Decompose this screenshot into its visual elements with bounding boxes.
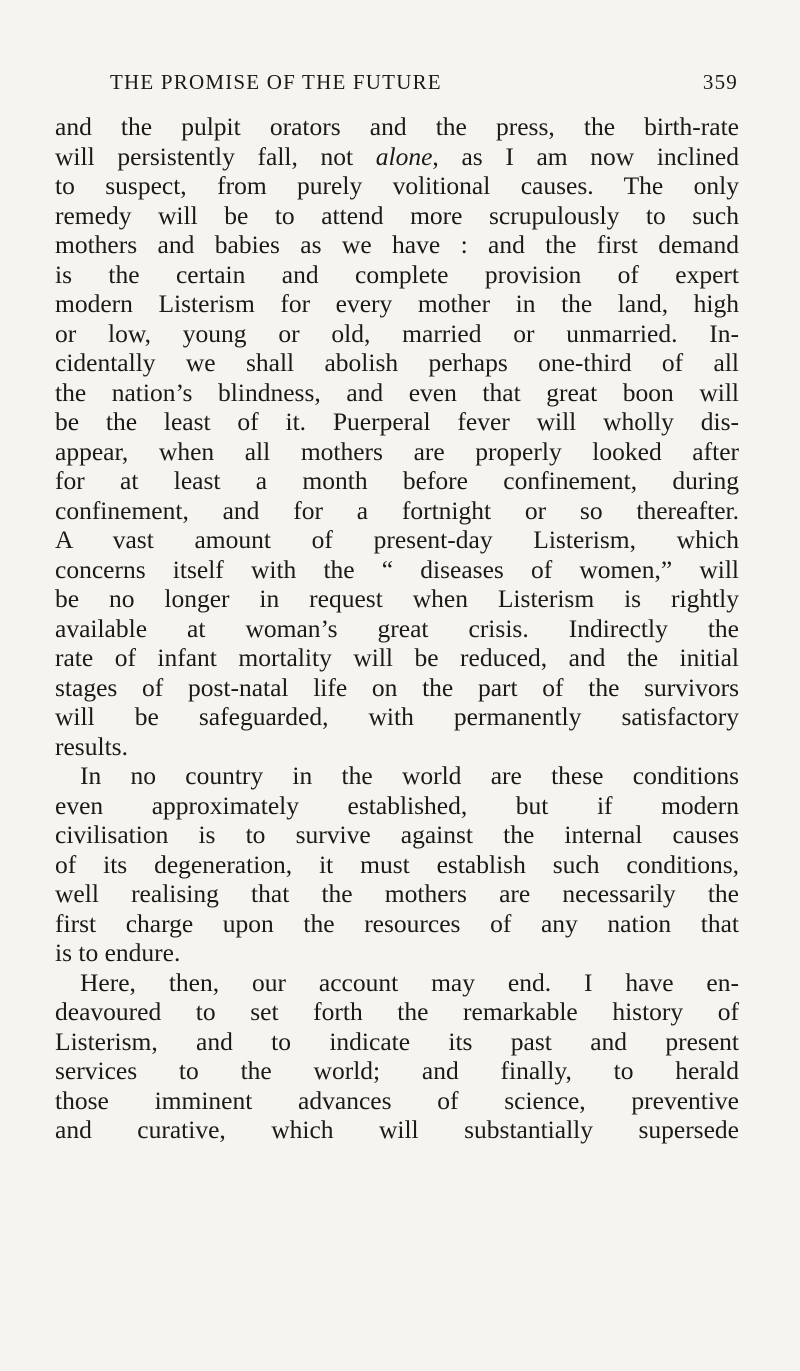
text-line: even approximately established, but if modern <box>55 790 739 820</box>
text-line: civilisation is to survive against the internal causes <box>55 820 739 849</box>
text-line: In no country in the world are these conditions <box>80 761 739 790</box>
text-line: rate of infant mortality will be reduced, and the initial <box>55 643 739 672</box>
running-title: THE PROMISE OF THE FUTURE <box>110 70 442 94</box>
text-line: available at woman’s great crisis. Indirectly the <box>55 613 739 643</box>
text-line: is the certain and complete provision of expert <box>55 259 739 289</box>
text-line: remedy will be to attend more scrupulously to such <box>55 200 739 230</box>
text-line: appear, when all mothers are properly looked after <box>55 436 739 466</box>
text-line: results. <box>55 731 128 761</box>
text-line: will be safeguarded, with permanently satisfactory <box>55 702 739 731</box>
text-line: well realising that the mothers are necessarily the <box>55 879 739 908</box>
text-line: A vast amount of present-day Listerism, which <box>55 525 739 554</box>
text-line: is to endure. <box>55 938 181 967</box>
paragraph-3 <box>55 968 739 1145</box>
text-line: and the pulpit orators and the press, the birth-rate <box>55 112 739 141</box>
text-line: first charge upon the resources of any nation that <box>55 908 739 938</box>
text-line: Here, then, our account may end. I have en- <box>80 967 739 997</box>
text-line: be the least of it. Puerperal fever will wholly dis- <box>55 407 739 436</box>
text-line: Listerism, and to indicate its past and present <box>55 1026 739 1056</box>
running-head <box>110 70 738 104</box>
paragraph-2 <box>55 761 739 968</box>
text-line: of its degeneration, it must establish such conditions, <box>55 849 739 879</box>
text-line: for at least a month before confinement, during <box>55 466 739 495</box>
text-line: stages of post-natal life on the part of the survivors <box>55 672 739 702</box>
page-number: 359 <box>702 70 738 94</box>
paragraph-1 <box>55 112 739 761</box>
text-line: cidentally we shall abolish perhaps one-third of all <box>55 348 739 377</box>
text-line: will persistently fall, not alone, as I am now inclined <box>55 141 739 171</box>
body-text <box>55 112 739 1145</box>
text-line: concerns itself with the “ diseases of women,” will <box>55 554 739 584</box>
text-line: modern Listerism for every mother in the land, high <box>55 289 739 318</box>
text-line: be no longer in request when Listerism is rightly <box>55 584 739 613</box>
text-line: to suspect, from purely volitional causes. The only <box>55 171 739 200</box>
emphasis: alone <box>375 141 433 171</box>
text-line: services to the world; and finally, to herald <box>55 1056 739 1085</box>
text-line: the nation’s blindness, and even that great boon will <box>55 377 739 407</box>
text-line: mothers and babies as we have : and the first demand <box>55 230 739 259</box>
text-line: confinement, and for a fortnight or so thereafter. <box>55 495 739 525</box>
text-line: and curative, which will substantially supersede <box>55 1115 739 1144</box>
text-line: deavoured to set forth the remarkable history of <box>55 997 739 1026</box>
text-line: or low, young or old, married or unmarried. In- <box>55 318 739 348</box>
text-line: those imminent advances of science, preventive <box>55 1085 739 1115</box>
